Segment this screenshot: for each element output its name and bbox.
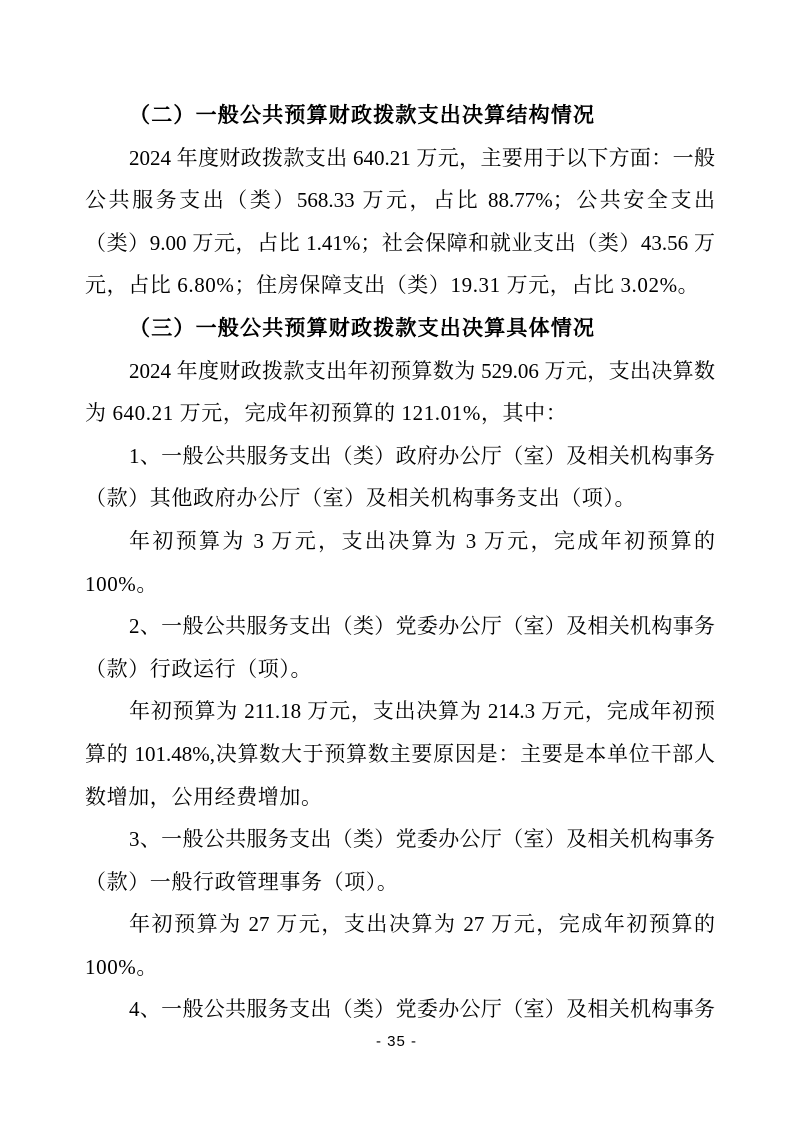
text-line: 年初预算为 211.18 万元，支出决算为 214.3 万元，完成年初预	[129, 699, 715, 724]
text-line: 2024 年度财政拨款支出年初预算数为 529.06 万元，支出决算数	[129, 358, 715, 383]
text-line: 2024 年度财政拨款支出 640.21 万元，主要用于以下方面：一般	[129, 145, 715, 170]
text-line: 年初预算为 3 万元，支出决算为 3 万元，完成年初预算的	[129, 528, 715, 553]
text-line: （款）其他政府办公厅（室）及相关机构事务支出（项）。	[85, 486, 637, 511]
text-line: 100%。	[85, 571, 158, 596]
text-line: （款）行政运行（项）。	[85, 656, 313, 681]
text-line: 3、一般公共服务支出（类）党委办公厅（室）及相关机构事务	[129, 827, 715, 852]
document-body	[85, 94, 715, 1031]
text-line: 2、一般公共服务支出（类）党委办公厅（室）及相关机构事务	[129, 614, 715, 639]
section-heading: （三）一般公共预算财政拨款支出决算具体情况	[129, 315, 596, 340]
text-line: 为 640.21 万元，完成年初预算的 121.01%，其中：	[85, 401, 568, 426]
text-line: 1、一般公共服务支出（类）政府办公厅（室）及相关机构事务	[129, 443, 715, 468]
text-line: 4、一般公共服务支出（类）党委办公厅（室）及相关机构事务	[129, 997, 715, 1022]
text-line: 公共服务支出（类）568.33 万元，占比 88.77%；公共安全支出	[85, 188, 715, 213]
page-number: - 35 -	[375, 1033, 417, 1050]
text-line: 100%。	[85, 954, 158, 979]
text-line: 年初预算为 27 万元，支出决算为 27 万元，完成年初预算的	[129, 912, 715, 937]
text-line: （类）9.00 万元，占比 1.41%；社会保障和就业支出（类）43.56 万	[85, 230, 715, 255]
text-line: 元，占比 6.80%；住房保障支出（类）19.31 万元，占比 3.02%。	[85, 273, 700, 298]
section-heading: （二）一般公共预算财政拨款支出决算结构情况	[129, 103, 596, 127]
text-line: 算的 101.48%,决算数大于预算数主要原因是：主要是本单位干部人	[85, 741, 715, 766]
text-line: 数增加，公用经费增加。	[85, 784, 323, 809]
text-line: （款）一般行政管理事务（项）。	[85, 869, 399, 894]
